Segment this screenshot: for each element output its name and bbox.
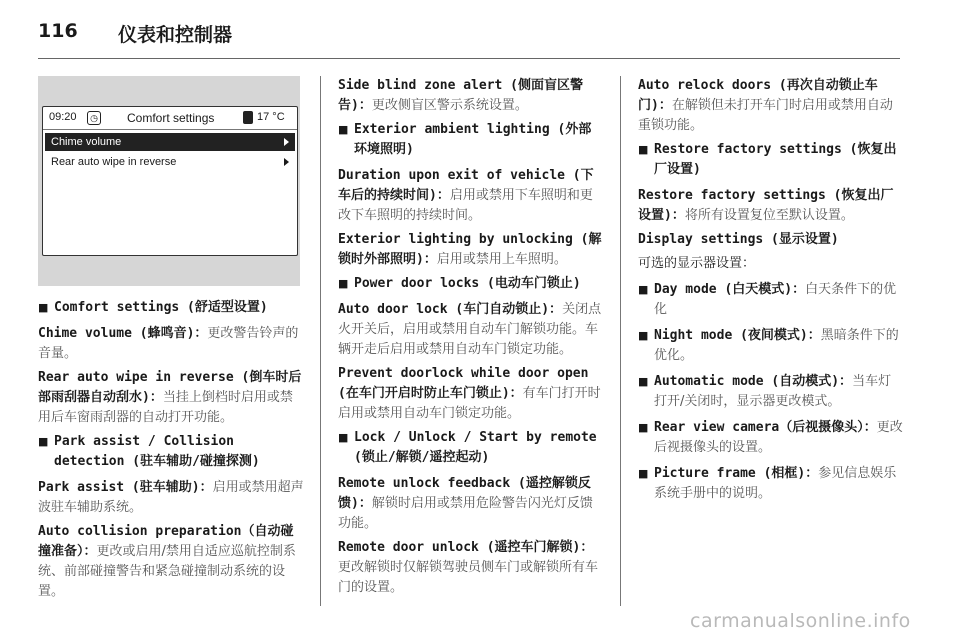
term: Picture frame (相框)： <box>654 466 819 481</box>
bullet-icon: ■ <box>638 375 649 388</box>
list-item <box>638 280 904 320</box>
section-heading: Display settings (显示设置) <box>638 232 839 247</box>
bullet-icon: ■ <box>638 467 649 480</box>
description: 启用或禁用下车照明和更改下车照明的持续时间。 <box>338 188 593 223</box>
description: 更改侧盲区警示系统设置。 <box>371 98 528 113</box>
description: 更改后视摄像头的设置。 <box>654 420 903 455</box>
chevron-right-icon <box>284 158 289 166</box>
description: 启用或禁用超声波驻车辅助系统。 <box>38 480 304 515</box>
description: 有车门打开时启用或禁用自动车门锁定功能。 <box>338 386 601 421</box>
comfort-settings-figure <box>38 76 300 286</box>
term: Auto door lock (车门自动锁止)： <box>338 302 563 317</box>
column-divider <box>620 76 621 606</box>
description: 黑暗条件下的优化。 <box>654 328 899 363</box>
display-screen <box>42 106 298 256</box>
term: Auto collision preparation（自动碰撞准备）： <box>38 524 294 559</box>
item-title: Exterior ambient lighting (外部环境照明) <box>354 122 592 157</box>
screen-title: Comfort settings <box>127 111 215 125</box>
bullet-icon: ■ <box>338 123 349 136</box>
column-divider <box>320 76 321 606</box>
term: Remote unlock feedback (遥控解锁反馈)： <box>338 476 591 511</box>
list-item <box>338 428 604 468</box>
list-item <box>38 298 304 318</box>
menu-item-rear-auto-wipe[interactable] <box>45 153 295 171</box>
term: Day mode (白天模式)： <box>654 282 806 297</box>
description: 在解锁但未打开车门时启用或禁用自动重锁功能。 <box>638 98 893 133</box>
term: Prevent doorlock while door open (在车门开启时防止车门锁止)： <box>338 366 589 401</box>
menu-item-label: Chime volume <box>51 136 122 148</box>
term: Rear view camera（后视摄像头）： <box>654 420 877 435</box>
bullet-icon: ■ <box>338 277 349 290</box>
chapter-title: 仪表和控制器 <box>118 24 233 46</box>
term: Automatic mode (自动模式)： <box>654 374 853 389</box>
term: Remote door unlock (遥控车门解锁)： <box>338 540 594 555</box>
term: Duration upon exit of vehicle (下车后的持续时间)： <box>338 168 594 203</box>
term: Rear auto wipe in reverse (倒车时后部雨刮器自动刮水)： <box>38 370 302 405</box>
list-item <box>638 418 904 458</box>
term: Auto relock doors (再次自动锁止车门)： <box>638 78 878 113</box>
column-2 <box>338 76 604 602</box>
description: 更改或启用/禁用自适应巡航控制系统、前部碰撞警告和紧急碰撞制动系统的设置。 <box>38 544 296 599</box>
screen-temperature: 17 °C <box>257 111 285 123</box>
bullet-icon: ■ <box>638 329 649 342</box>
description: 参见信息娱乐系统手册中的说明。 <box>654 466 897 501</box>
item-title: Comfort settings (舒适型设置) <box>54 300 268 315</box>
page-number: 116 <box>38 20 78 42</box>
description: 更改解锁时仅解锁驾驶员侧车门或解锁所有车门的设置。 <box>338 560 599 595</box>
list-item <box>638 326 904 366</box>
menu-item-chime-volume[interactable] <box>45 133 295 151</box>
list-item <box>638 464 904 504</box>
bullet-icon: ■ <box>38 435 49 448</box>
column-3 <box>638 76 904 510</box>
term: Side blind zone alert (侧面盲区警告)： <box>338 78 584 113</box>
term: Night mode (夜间模式)： <box>654 328 821 343</box>
section-intro: 可选的显示器设置： <box>638 256 756 271</box>
description: 解锁时启用或禁用危险警告闪光灯反馈功能。 <box>338 496 593 531</box>
list-item <box>38 432 304 472</box>
list-item <box>638 140 904 180</box>
description: 更改警告铃声的音量。 <box>38 326 299 361</box>
bullet-icon: ■ <box>38 301 49 314</box>
term: Restore factory settings (恢复出厂设置)： <box>638 188 894 223</box>
menu-item-label: Rear auto wipe in reverse <box>51 156 177 168</box>
description: 白天条件下的优化 <box>654 282 897 317</box>
item-title: Power door locks (电动车门锁止) <box>354 276 581 291</box>
list-item <box>338 120 604 160</box>
term: Exterior lighting by unlocking (解锁时外部照明)： <box>338 232 602 267</box>
screen-time: 09:20 <box>49 111 77 123</box>
bullet-icon: ■ <box>638 421 649 434</box>
bullet-icon: ■ <box>638 283 649 296</box>
item-title: Lock / Unlock / Start by remote (锁止/解锁/遥控起动) <box>354 430 597 465</box>
description: 当挂上倒档时启用或禁用后车窗雨刮器的自动打开功能。 <box>38 390 293 425</box>
item-title: Restore factory settings (恢复出厂设置) <box>654 142 897 177</box>
screen-status-bar <box>43 107 297 130</box>
watermark: carmanualsonline.info <box>690 610 911 632</box>
phone-icon <box>243 111 253 124</box>
chevron-right-icon <box>284 138 289 146</box>
description: 当车灯打开/关闭时，显示器更改模式。 <box>654 374 892 409</box>
header-rule <box>38 58 900 59</box>
bullet-icon: ■ <box>338 431 349 444</box>
term: Park assist (驻车辅助)： <box>38 480 213 495</box>
description: 启用或禁用上车照明。 <box>436 252 567 267</box>
column-1 <box>38 298 304 606</box>
clock-icon: ◷ <box>87 111 101 125</box>
description: 关闭点火开关后，启用或禁用自动车门解锁功能。车辆开走后启用或禁用自动车门锁定功能。 <box>338 302 602 357</box>
item-title: Park assist / Collision detection (驻车辅助/碰撞探测) <box>54 434 260 469</box>
bullet-icon: ■ <box>638 143 649 156</box>
term: Chime volume (蜂鸣音)： <box>38 326 208 341</box>
description: 将所有设置复位至默认设置。 <box>684 208 854 223</box>
list-item <box>338 274 604 294</box>
list-item <box>638 372 904 412</box>
